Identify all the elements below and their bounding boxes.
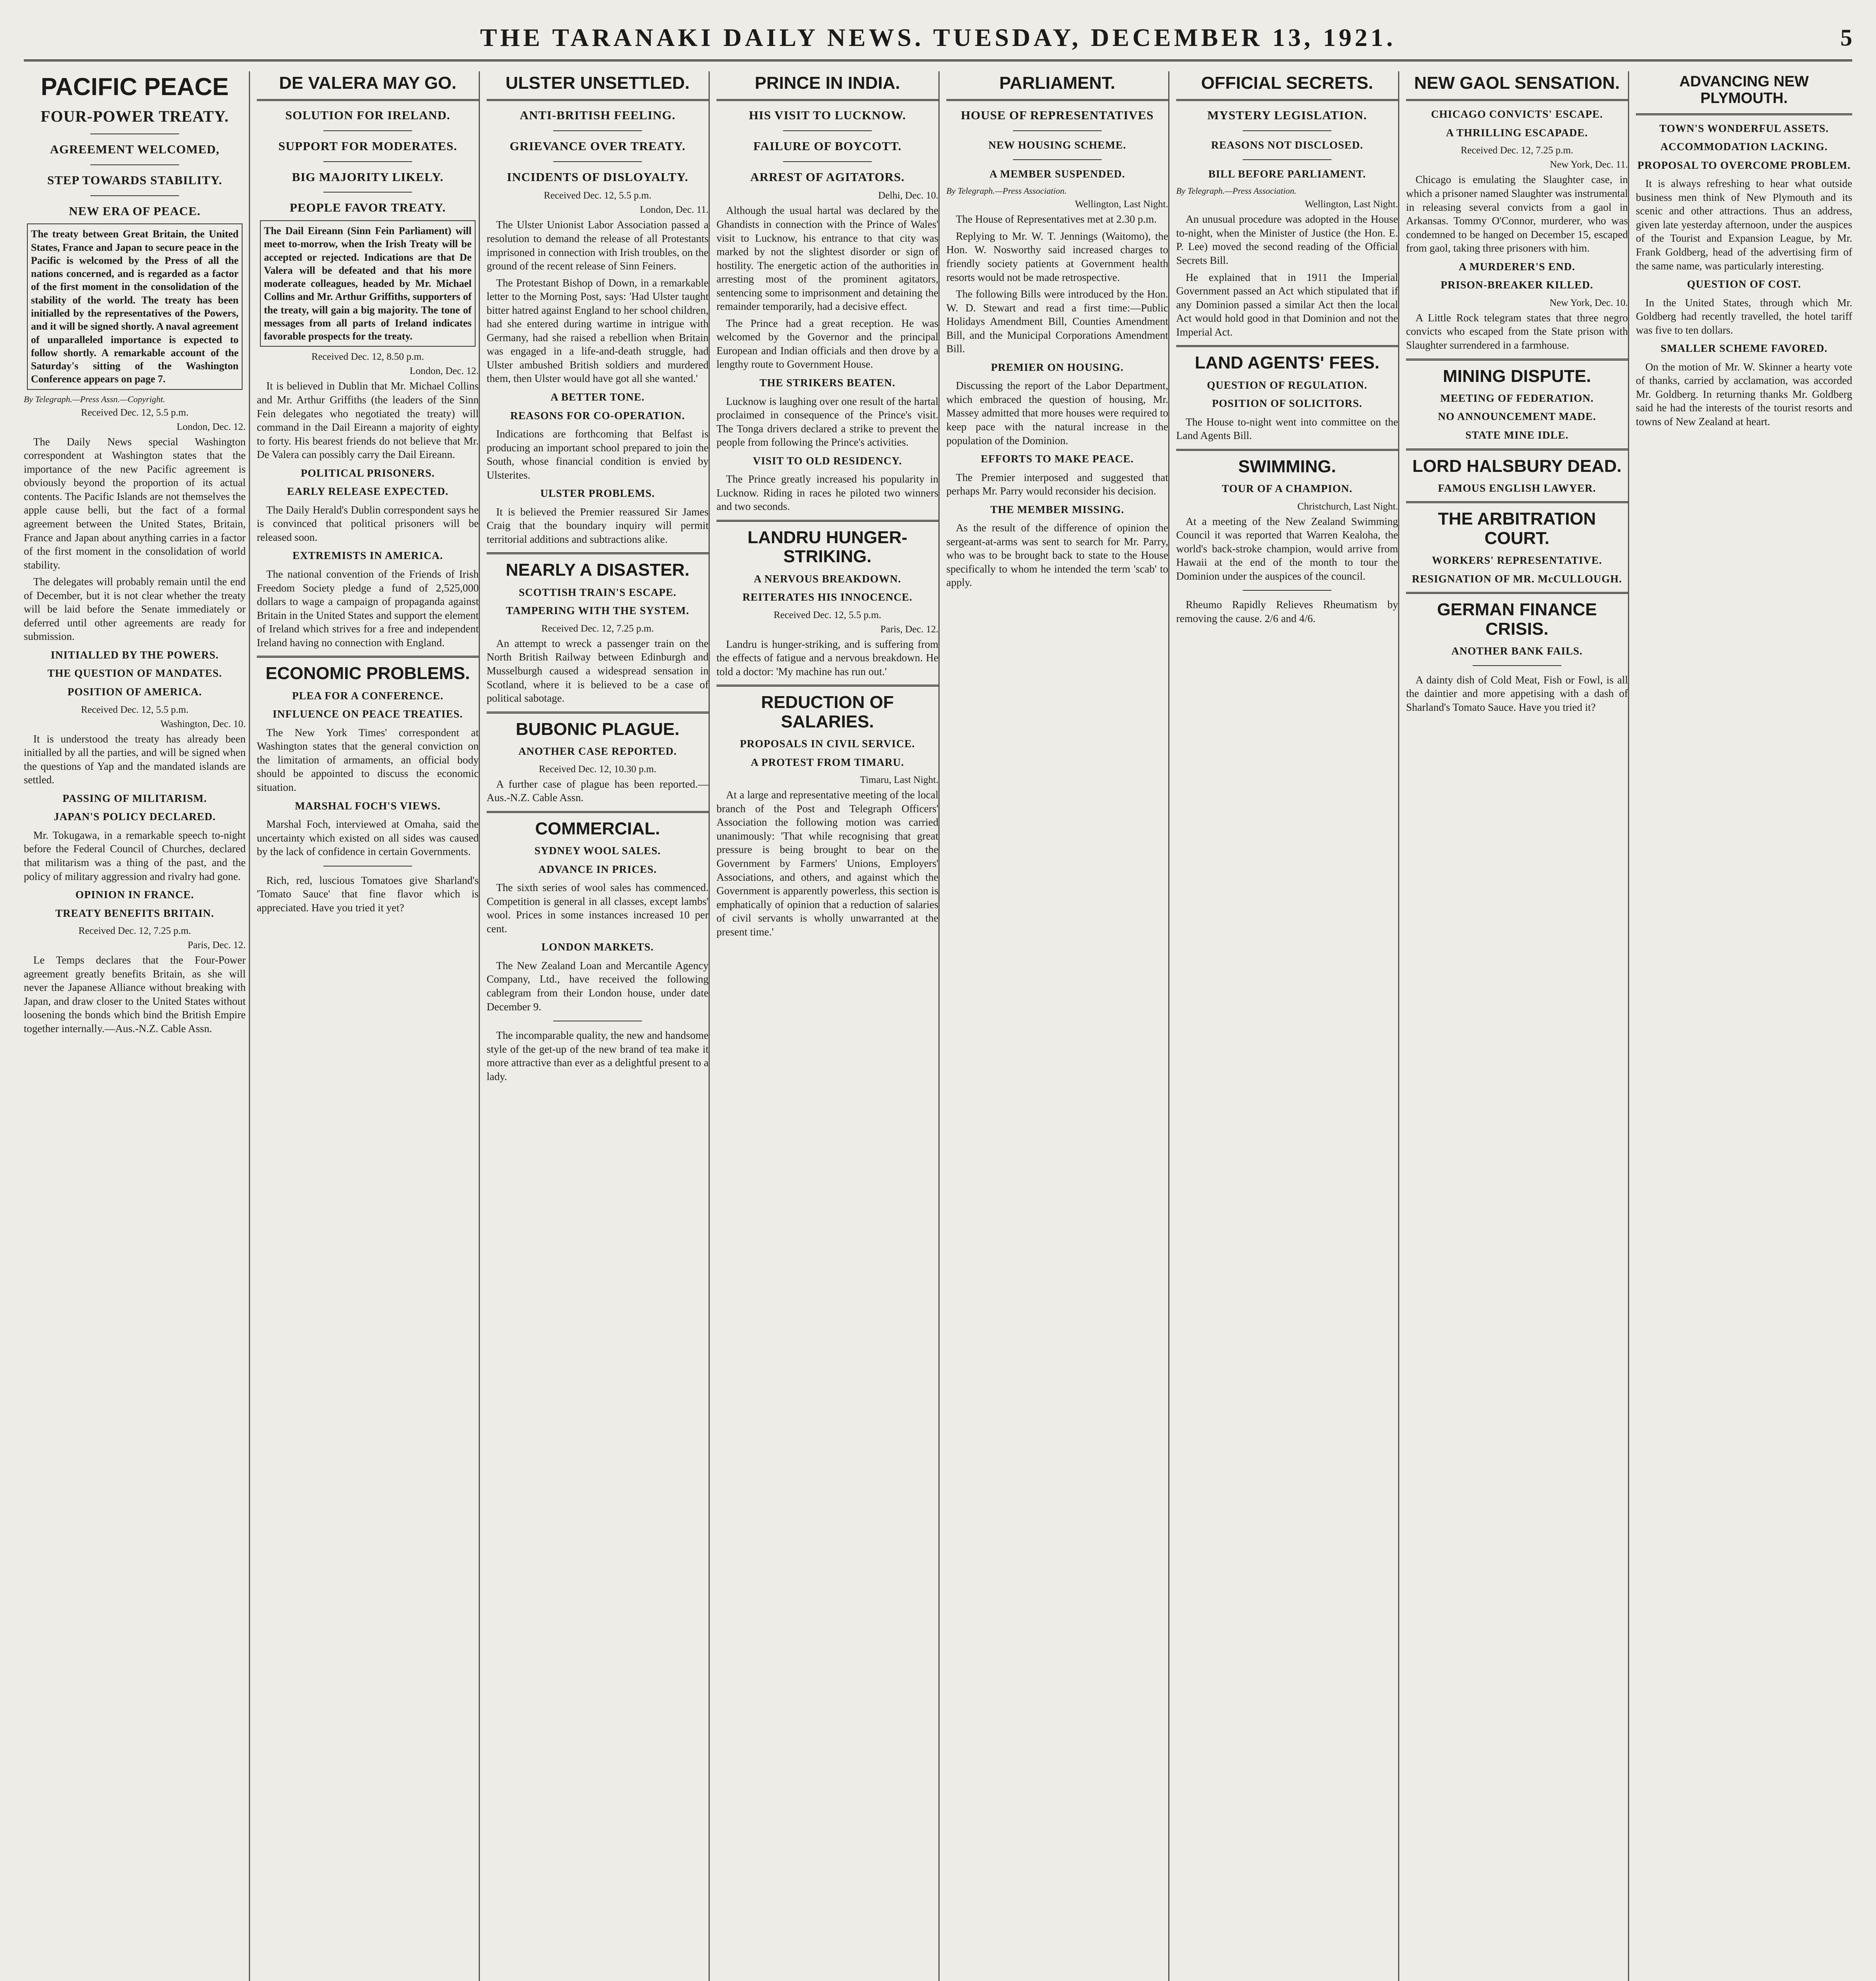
headline: GERMAN FINANCE CRISIS. (1437, 600, 1597, 639)
article-paragraph: Le Temps declares that the Four-Power agreement greatly benefits Britain, as she will never the Japanese Alliance without breaking with Japan, and draw closer to the United States without loosening the bonds which bind the British Empire together internally.—Aus.-N.Z. Cable Assn. (24, 954, 246, 1034)
subheading: ARREST OF AGITATORS. (750, 170, 905, 184)
received-line: Received Dec. 12, 5.5 p.m. (544, 190, 651, 201)
subheading: BILL BEFORE PARLIAMENT. (1208, 168, 1366, 180)
subheading: ANOTHER CASE REPORTED. (518, 745, 677, 758)
subheading: TOWN'S WONDERFUL ASSETS. (1659, 122, 1829, 134)
dateline: New York, Dec. 11. (1550, 159, 1628, 170)
divider (487, 99, 709, 101)
subheading: A THRILLING ESCAPADE. (1446, 126, 1588, 139)
dateline: Paris, Dec. 12. (187, 940, 246, 951)
headline: REDUCTION OF SALARIES. (761, 693, 894, 731)
divider (1406, 592, 1628, 594)
column-rule (249, 71, 250, 1981)
subheading: ANTI-BRITISH FEELING. (520, 108, 676, 122)
headline: NEW GAOL SENSATION. (1414, 73, 1620, 93)
column-rule (1398, 71, 1399, 1981)
article-paragraph: It is understood the treaty has already been initialled by all the parties, and will be signed when the questions of Yap and the mandated islands are settled. (24, 733, 246, 786)
subheading: NO ANNOUNCEMENT MADE. (1438, 410, 1596, 423)
received-line: Received Dec. 12, 10.30 p.m. (539, 763, 657, 775)
divider (1243, 159, 1332, 160)
headline: PARLIAMENT. (999, 73, 1116, 93)
divider (1636, 113, 1852, 115)
received-line: Received Dec. 12, 5.5 p.m. (81, 704, 189, 715)
article-paragraph: In the United States, through which Mr. Goldberg had recently travelled, the hotel tariff was five to ten dollars. (1636, 296, 1852, 336)
headline: BUBONIC PLAGUE. (516, 719, 680, 739)
article-paragraph: The Ulster Unionist Labor Association passed a resolution to demand the release of all Protestants imprisoned in connection with Irish troubles, on the ground of the recent release of Sinn Feiners. (487, 219, 709, 272)
column-3 (487, 71, 709, 1981)
summary-box: The treaty between Great Britain, the United States, France and Japan to secure peace in the Pacific is welcomed by the Press of all the nations concerned, and is regarded as a factor of the first moment in the consolidation of the stability of the world. The treaty has been initialled by the representatives of the Powers, and it will be signed shortly. A naval agreement of unparalleled importance is expected to follow shortly. A remarkable account of the Saturday's sitting of the Washington Conference appears on page 7. (27, 223, 243, 389)
article-paragraph: The Protestant Bishop of Down, in a remarkable letter to the Morning Post, says: 'Had Ulster taught bitter hatred against England to her school children, had she entered during wartime in intrigue with Germany, had she raised a rebellion when Britain was engaged in a life-and-death struggle, had Ulster ambushed British soldiers and murdered them, then Ulster would have got all she wanted.' (487, 277, 709, 385)
dateline: Timaru, Last Night. (860, 775, 938, 786)
subheading: POSITION OF AMERICA. (67, 686, 202, 698)
divider (257, 656, 479, 658)
article-paragraph: The Daily Herald's Dublin correspondent says he is convinced that political prisoners will be released soon. (257, 504, 479, 543)
subheading: EXTREMISTS IN AMERICA. (292, 550, 443, 562)
subheading: INITIALLED BY THE POWERS. (50, 649, 219, 661)
divider (1243, 130, 1332, 131)
byline: By Telegraph.—Press Association. (946, 186, 1067, 196)
article-paragraph: The Prince had a great reception. He was welcomed by the Governor and the principal European and Indian officials and then drove by a lengthy route to Government House. (716, 317, 938, 370)
subheading: REASONS FOR CO-OPERATION. (510, 409, 685, 422)
byline: By Telegraph.—Press Assn.—Copyright. (24, 394, 165, 404)
subheading: TREATY BENEFITS BRITAIN. (55, 907, 214, 919)
subheading: NEW ERA OF PEACE. (69, 204, 201, 218)
subheading: MYSTERY LEGISLATION. (1207, 108, 1367, 122)
article-paragraph: Lucknow is laughing over one result of the hartal proclaimed in consequence of the Prince's visit. The Tonga drivers declared a strike to prevent the people from following the Prince's activities. (716, 395, 938, 448)
headline: ECONOMIC PROBLEMS. (266, 664, 470, 683)
column-5 (946, 71, 1168, 1981)
received-line: Received Dec. 12, 5.5 p.m. (774, 609, 881, 620)
subheading: REASONS NOT DISCLOSED. (1211, 139, 1363, 151)
advertisement: A dainty dish of Cold Meat, Fish or Fowl, is all the daintier and more appetising with a dash of Sharland's Tomato Sauce. Have you tried it? (1406, 674, 1628, 713)
subheading: POLITICAL PRISONERS. (300, 467, 435, 479)
summary-box: The Dail Eireann (Sinn Fein Parliament) will meet to-morrow, when the Irish Treaty will be accepted or rejected. Indications are that De Valera will be defeated and that his more moderate colleagues, headed by Mr. Michael Collins and Mr. Arthur Griffiths, supporters of the treaty, will gain a big majority. The tone of messages from all parts of Ireland indicates favorable prospects for the treaty. (260, 220, 476, 347)
divider (946, 99, 1168, 101)
divider (716, 520, 938, 522)
article-paragraph: The New Zealand Loan and Mercantile Agency Company, Ltd., have received the following cablegram from their London house, under date December 9. (487, 959, 709, 1013)
column-7 (1406, 71, 1628, 1981)
article-paragraph: Although the usual hartal was declared by the Ghandists in connection with the Prince of Wales' visit to Lucknow, his entrance to that city was marked by not the slightest disorder or sign of hostility. The energetic action of the authorities in arresting most of the prominent agitators, sentencing some to imprisonment and detaining the remainder temporarily, had a decisive effect. (716, 204, 938, 313)
page-number: 5 (1840, 24, 1852, 51)
subheading: PASSING OF MILITARISM. (62, 792, 207, 804)
article-paragraph: The Daily News special Washington correspondent at Washington states that the importance of the new Pacific agreement is obviously beyond the proportion of its actual contents. The Pacific Islands are not themselves the apple cause belli, but the fact of a formal agreement between the United States, Britain, France and Japan about anything carries in a factor of the first moment in the consolidation of world stability. (24, 435, 246, 571)
article-paragraph: A Little Rock telegram states that three negro convicts who escaped from the State prison with Slaughter surrendered in a farmhouse. (1406, 311, 1628, 351)
subheading: BIG MAJORITY LIKELY. (292, 170, 444, 184)
divider (487, 552, 709, 554)
subheading: INFLUENCE ON PEACE TREATIES. (272, 708, 463, 720)
subheading: GRIEVANCE OVER TREATY. (510, 139, 686, 153)
column-rule (1168, 71, 1169, 1981)
dateline: Washington, Dec. 10. (160, 718, 246, 729)
byline: By Telegraph.—Press Association. (1176, 186, 1297, 196)
subheading: MEETING OF FEDERATION. (1440, 392, 1594, 404)
divider (90, 195, 179, 196)
dateline: Wellington, Last Night. (1075, 199, 1168, 210)
divider (553, 130, 642, 131)
subheading: OPINION IN FRANCE. (75, 889, 194, 901)
subheading: ULSTER PROBLEMS. (540, 487, 655, 500)
advertisement: The incomparable quality, the new and handsome style of the get-up of the new brand of tea make it more attractive than ever as a delightful present to a lady. (487, 1029, 709, 1082)
divider (487, 712, 709, 714)
headline: LAND AGENTS' FEES. (1195, 353, 1379, 373)
headline: DE VALERA MAY GO. (279, 73, 457, 93)
article-paragraph: At a meeting of the New Zealand Swimming Council it was reported that Warren Kealoha, the world's back-stroke champion, would arrive from Hawaii at the end of the month to tour the Dominion under the auspices of the council. (1176, 515, 1398, 582)
column-2 (257, 71, 479, 1981)
divider (553, 161, 642, 162)
article-paragraph: It is believed the Premier reassured Sir James Craig that the boundary inquiry will permit territorial additions and subtractions alike. (487, 506, 709, 545)
received-line: Received Dec. 12, 7.25 p.m. (1461, 145, 1573, 156)
divider (323, 192, 412, 193)
article-paragraph: Mr. Tokugawa, in a remarkable speech to-night before the Federal Council of Churches, declared that militarism was a thing of the past, and the policy of military aggression and rivalry had gone. (24, 829, 246, 882)
subheading: AGREEMENT WELCOMED, (50, 142, 220, 156)
article-paragraph: The Premier interposed and suggested that perhaps Mr. Parry would reconsider his decision. (946, 471, 1168, 497)
dateline: Delhi, Dec. 10. (878, 190, 938, 201)
headline: SWIMMING. (1238, 456, 1336, 476)
headline: MINING DISPUTE. (1442, 366, 1591, 386)
headline: COMMERCIAL. (535, 819, 660, 838)
subheading: LONDON MARKETS. (541, 941, 654, 953)
masthead (24, 16, 1852, 61)
divider (1406, 448, 1628, 450)
subheading: TAMPERING WITH THE SYSTEM. (506, 605, 690, 617)
advertisement: Rich, red, luscious Tomatoes give Sharland's 'Tomato Sauce' that fine flavor which is appreciated. Have you tried it yet? (257, 874, 479, 914)
subheading: WORKERS' REPRESENTATIVE. (1432, 554, 1602, 567)
divider (1473, 665, 1561, 666)
column-rule (709, 71, 710, 1981)
divider (1013, 130, 1102, 131)
article-paragraph: On the motion of Mr. W. Skinner a hearty vote of thanks, carried by acclamation, was accorded Mr. Goldberg. In returning thanks Mr. Goldberg said he had the interests of the tourist resorts and towns of New Zealand at heart. (1636, 361, 1852, 427)
subheading: FAMOUS ENGLISH LAWYER. (1438, 482, 1596, 494)
subheading: TOUR OF A CHAMPION. (1222, 483, 1353, 495)
article-paragraph: At a large and representative meeting of the local branch of the Post and Telegraph Officers' Association the following motion was carried unanimously: 'That while recognising that great pressure is being brought to bear on the Government by Farmers' Unions, Employers' Associations, and others, and against which the Government is apparently powerless, this section is emphatically of opinion that a reduction of salaries of civil servants is wholly unwarranted at the present time.' (716, 789, 938, 938)
divider (257, 99, 479, 101)
headline: ADVANCING NEW PLYMOUTH. (1679, 73, 1809, 107)
subheading: QUESTION OF REGULATION. (1207, 379, 1368, 391)
dateline: London, Dec. 12. (176, 421, 246, 432)
subheading: VISIT TO OLD RESIDENCY. (753, 454, 902, 467)
divider (783, 130, 872, 131)
subheading: PREMIER ON HOUSING. (991, 361, 1124, 373)
dateline: New York, Dec. 10. (1549, 297, 1628, 308)
article-paragraph: A further case of plague has been reported.—Aus.-N.Z. Cable Assn. (487, 778, 709, 804)
article-paragraph: The Prince greatly increased his popularity in Lucknow. Riding in races he piloted two winners and two seconds. (716, 473, 938, 513)
divider (323, 130, 412, 131)
article-paragraph: The New York Times' correspondent at Washington states that the general conviction on the limitation of armaments, an official body should be appointed to discuss the economic situation. (257, 726, 479, 793)
subheading: ACCOMMODATION LACKING. (1660, 141, 1828, 153)
subheading: PLEA FOR A CONFERENCE. (292, 689, 444, 702)
article-paragraph: It is always refreshing to hear what outside business men think of New Plymouth and its scenic and other attractions. Thus an address, given late yesterday afternoon, under the auspices of the Tourist and Expansion League, by Mr. Frank Goldberg, head of the advertising firm of the same name, was particularly interesting. (1636, 177, 1852, 272)
subheading: SMALLER SCHEME FAVORED. (1660, 342, 1828, 355)
divider (1406, 359, 1628, 361)
subheading: A BETTER TONE. (550, 391, 645, 403)
subheading: POSITION OF SOLICITORS. (1212, 397, 1362, 410)
article-paragraph: The sixth series of wool sales has commenced. Competition is general in all classes, except lambs' wool. Prices in some instances increased 10 per cent. (487, 882, 709, 935)
article-paragraph: Chicago is emulating the Slaughter case, in which a prisoner named Slaughter was instrumental in releasing several convicts from a gaol in Arkansas. Tommy O'Connor, murderer, who was condemned to be hanged on December 15, escaped from gaol, taking three prisoners with him. (1406, 174, 1628, 254)
headline: LANDRU HUNGER-STRIKING. (747, 527, 907, 567)
dateline: London, Dec. 12. (409, 366, 479, 377)
dateline: Paris, Dec. 12. (880, 624, 938, 635)
subheading: A NERVOUS BREAKDOWN. (754, 573, 901, 585)
article-paragraph: He explained that in 1911 the Imperial Government passed an Act which stipulated that if any Dominion passed a similar Act then the local Act would hold good in that Dominion and not the Imperial Act. (1176, 271, 1398, 338)
article-paragraph: The following Bills were introduced by the Hon. W. D. Stewart and read a first time:—Public Holidays Amendment Bill, Counties Amendment Bill, and the Municipal Corporations Amendment Bill. (946, 288, 1168, 355)
subheading: PROPOSALS IN CIVIL SERVICE. (740, 738, 915, 750)
headline: ULSTER UNSETTLED. (505, 73, 690, 93)
subheading: SCOTTISH TRAIN'S ESCAPE. (519, 586, 676, 598)
newspaper-title: THE TARANAKI DAILY NEWS. TUESDAY, DECEMBER 13, 1921. (480, 23, 1396, 52)
subheading: THE MEMBER MISSING. (990, 503, 1124, 515)
subheading: HOUSE OF REPRESENTATIVES (961, 108, 1154, 122)
divider (487, 811, 709, 813)
subheading: STATE MINE IDLE. (1465, 429, 1569, 441)
subheading: THE STRIKERS BEATEN. (759, 376, 896, 389)
dateline: London, Dec. 11. (640, 204, 709, 216)
received-line: Received Dec. 12, 7.25 p.m. (541, 623, 654, 634)
column-1 (24, 71, 246, 1981)
divider (1406, 99, 1628, 101)
column-rule (938, 71, 940, 1981)
subheading: A MEMBER SUSPENDED. (989, 168, 1125, 180)
subheading: PRISON-BREAKER KILLED. (1440, 279, 1593, 291)
divider (716, 99, 938, 101)
article-paragraph: Indications are forthcoming that Belfast is producing an important school prepared to join the South, whose financial condition is envied by Ulsterites. (487, 428, 709, 481)
divider (1176, 99, 1398, 101)
subheading: SYDNEY WOOL SALES. (534, 845, 661, 857)
divider (716, 685, 938, 687)
subheading: NEW HOUSING SCHEME. (988, 139, 1126, 151)
subheading: MARSHAL FOCH'S VIEWS. (295, 800, 441, 812)
subheading: QUESTION OF COST. (1687, 278, 1801, 290)
received-line: Received Dec. 12, 7.25 p.m. (78, 926, 191, 937)
divider (1176, 345, 1398, 347)
article-paragraph: The House of Representatives met at 2.30 p.m. (956, 213, 1157, 225)
subheading: HIS VISIT TO LUCKNOW. (749, 108, 906, 122)
subheading: ANOTHER BANK FAILS. (1451, 645, 1583, 657)
dateline: Wellington, Last Night. (1305, 199, 1398, 210)
divider (1243, 590, 1332, 591)
subheading: CHICAGO CONVICTS' ESCAPE. (1431, 108, 1603, 120)
divider (1176, 449, 1398, 451)
headline: NEARLY A DISASTER. (506, 560, 690, 580)
column-rule (479, 71, 480, 1981)
article-paragraph: Marshal Foch, interviewed at Omaha, said the uncertainty which existed on all sides was caused by the lack of confidence in certain Governments. (257, 818, 479, 858)
subheading: STEP TOWARDS STABILITY. (47, 173, 222, 187)
divider (1406, 501, 1628, 503)
article-paragraph: An unusual procedure was adopted in the House to-night, when the Minister of Justice (the Hon. E. P. Lee) moved the second reading of the Official Secrets Bill. (1176, 213, 1398, 266)
divider (90, 164, 179, 165)
dateline: Christchurch, Last Night. (1297, 501, 1398, 512)
divider (323, 161, 412, 162)
headline: LORD HALSBURY DEAD. (1412, 456, 1622, 476)
article-paragraph: Landru is hunger-striking, and is suffering from the effects of fatigue and a nervous breakdown. He told a doctor: 'My machine has run out.' (716, 638, 938, 678)
advertisement: Rheumo Rapidly Relieves Rheumatism by removing the cause. 2/6 and 4/6. (1176, 599, 1398, 625)
column-rule (1628, 71, 1629, 1981)
column-4 (716, 71, 938, 1981)
column-8 (1636, 71, 1852, 1981)
subheading: RESIGNATION OF MR. McCULLOUGH. (1412, 573, 1622, 585)
headline: PACIFIC PEACE (40, 73, 229, 101)
headline: THE ARBITRATION COURT. (1438, 509, 1596, 548)
article-paragraph: An attempt to wreck a passenger train on the North British Railway between Edinburgh and Musselburgh caused a widespread sensation in Scotland, where it is believed to be a case of political sabotage. (487, 637, 709, 704)
column-6 (1176, 71, 1398, 1981)
subheading: ADVANCE IN PRICES. (538, 863, 657, 875)
subheading: A MURDERER'S END. (1459, 260, 1575, 273)
article-paragraph: The national convention of the Friends of Irish Freedom Society pledge a fund of 2,525,000 dollars to wage a campaign of propaganda against Britain in the United States and support the element of Ireland which strives for a free and independent Ireland having no connection with England. (257, 568, 479, 649)
article-paragraph: It is believed in Dublin that Mr. Michael Collins and Mr. Arthur Griffiths (the leaders of the Sinn Fein delegates who negotiated the treaty) will command in the Dail Eireann a majority of eighty to forty. His bearest friends do not believe that Mr. De Valera can possibly carry the Dail Eireann. (257, 380, 479, 461)
subheading: PEOPLE FAVOR TREATY. (289, 200, 446, 215)
subheading: SUPPORT FOR MODERATES. (278, 139, 457, 153)
article-paragraph: The delegates will probably remain until the end of December, but it is not clear whether the treaty will be laid before the Senate immediately or deferred until other agreements are ready for submission. (24, 576, 246, 643)
headline: OFFICIAL SECRETS. (1201, 73, 1374, 93)
article-paragraph: Discussing the report of the Labor Department, which embraced the question of housing, Mr. Massey admitted that more houses were required to keep pace with the natural increase in the population of the Dominion. (946, 380, 1168, 447)
subheading: INCIDENTS OF DISLOYALTY. (507, 170, 688, 184)
subheading: EARLY RELEASE EXPECTED. (287, 485, 449, 498)
subheading: A PROTEST FROM TIMARU. (751, 756, 904, 768)
subheading: REITERATES HIS INNOCENCE. (742, 591, 913, 603)
subheading: FAILURE OF BOYCOTT. (753, 139, 902, 153)
divider (783, 161, 872, 162)
received-line: Received Dec. 12, 8.50 p.m. (311, 351, 424, 363)
divider (1013, 159, 1102, 160)
received-line: Received Dec. 12, 5.5 p.m. (81, 407, 189, 418)
article-paragraph: The House to-night went into committee on the Land Agents Bill. (1176, 416, 1398, 442)
subheading: JAPAN'S POLICY DECLARED. (53, 811, 216, 823)
article-paragraph: Replying to Mr. W. T. Jennings (Waitomo), the Hon. W. Nosworthy said increased charges to friendly society patients at Government health resorts would not be made retrospective. (946, 230, 1168, 283)
headline: PRINCE IN INDIA. (755, 73, 900, 93)
subheading: THE QUESTION OF MANDATES. (47, 667, 222, 679)
subheading: SOLUTION FOR IRELAND. (285, 108, 451, 122)
subheading: EFFORTS TO MAKE PEACE. (980, 453, 1134, 465)
subheading: PROPOSAL TO OVERCOME PROBLEM. (1637, 159, 1851, 171)
article-paragraph: As the result of the difference of opinion the sergeant-at-arms was sent to search for Mr. Parry, who was to be brought back to state to the House specifically to whom he intended the term 'scab' to apply. (946, 522, 1168, 589)
subheading: FOUR-POWER TREATY. (40, 107, 229, 126)
